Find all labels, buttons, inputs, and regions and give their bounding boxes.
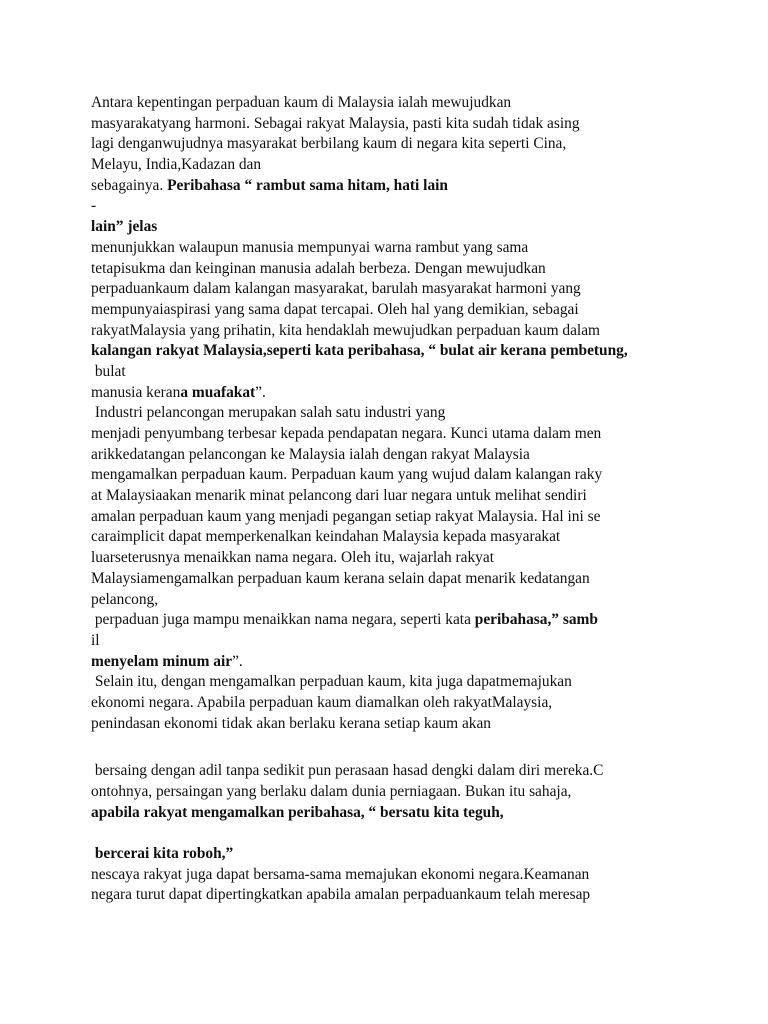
text-segment: tetapisukma dan keinginan manusia adalah berbeza. Dengan mewujudkan [91,259,546,277]
text-line [91,782,691,803]
text-segment: ontohnya, persaingan yang berlaku dalam dunia perniagaan. Bukan itu sahaja, [91,783,572,800]
text-line [91,321,691,342]
text-segment: Melayu, India,Kadazan dan [91,156,262,174]
text-line [91,403,691,424]
text-line [91,465,691,486]
paragraph-gap [91,734,691,761]
text-line [91,114,691,135]
text-line [91,672,691,693]
bold-text-segment: apabila rakyat mengamalkan peribahasa, “ bersatu kita teguh, [91,803,504,821]
bold-text-segment: bercerai kita roboh,” [91,845,234,863]
text-line [91,383,691,404]
text-line [91,362,691,383]
text-segment: manusia keran [91,383,181,401]
bold-text-segment: a muafakat [180,383,256,401]
text-line [91,279,691,300]
text-segment: pelancong, [91,590,159,608]
text-segment: bulat [91,362,126,380]
text-segment: mengamalkan perpaduan kaum. Perpaduan kaum yang wujud dalam kalangan raky [91,466,603,484]
text-line [91,486,691,507]
text-segment: arikkedatangan pelancongan ke Malaysia ialah dengan rakyat Malaysia [91,445,530,463]
text-line [91,176,691,197]
text-segment: Antara kepentingan perpaduan kaum di Malaysia ialah mewujudkan [91,94,512,111]
text-segment: menunjukkan walaupun manusia mempunyai warna rambut yang sama [91,238,529,256]
text-segment: perpaduan juga mampu menaikkan nama negara, seperti kata [91,611,475,629]
text-line [91,134,691,155]
text-line [91,445,691,466]
bold-text-segment: lain” jelas [91,218,158,236]
text-segment: il [91,631,100,649]
text-segment: sebagainya. [91,176,168,194]
text-segment: bersaing dengan adil tanpa sedikit pun perasaan hasad dengki dalam diri mereka.C [91,762,604,780]
text-line [91,300,691,321]
text-segment: Selain itu, dengan mengamalkan perpaduan kaum, kita juga dapatmemajukan [91,673,572,691]
text-line [91,238,691,259]
text-line [91,631,691,652]
text-segment: Industri pelancongan merupakan salah satu industri yang [91,404,446,422]
text-segment: Malaysiamengamalkan perpaduan kaum kerana selain dapat menarik kedatangan [91,569,590,587]
text-segment: - [91,197,97,215]
text-line [91,610,691,631]
text-line [91,507,691,528]
text-segment: ekonomi negara. Apabila perpaduan kaum diamalkan oleh rakyatMalaysia, [91,693,553,711]
text-segment: perpaduankaum dalam kalangan masyarakat, barulah masyarakat harmoni yang [91,280,581,298]
text-section-1 [91,93,691,734]
text-segment: at Malaysiaakan menarik minat pelancong dari luar negara untuk melihat sendiri [91,487,587,505]
text-line [91,844,691,865]
text-line [91,569,691,590]
text-line [91,196,691,217]
text-line [91,803,691,824]
text-line [91,217,691,238]
paragraph-gap [91,823,691,844]
text-segment: nescaya rakyat juga dapat bersama-sama memajukan ekonomi negara.Keamanan [91,865,590,883]
text-line [91,259,691,280]
text-line [91,548,691,569]
text-segment: caraimplicit dapat memperkenalkan keindahan Malaysia kepada masyarakat [91,528,561,546]
text-segment: penindasan ekonomi tidak akan berlaku kerana setiap kaum akan [91,714,492,732]
text-segment: ”. [255,383,266,401]
text-segment: mempunyaiaspirasi yang sama dapat tercapai. Oleh hal yang demikian, sebagai [91,300,579,318]
text-section-3 [91,844,691,906]
text-line [91,714,691,735]
text-line [91,93,691,114]
text-line [91,424,691,445]
bold-text-segment: Peribahasa “ rambut sama hitam, hati lain [167,176,448,194]
text-section-2 [91,761,691,823]
text-segment: menjadi penyumbang terbesar kepada pendapatan negara. Kunci utama dalam men [91,425,602,442]
text-line [91,652,691,673]
text-line [91,865,691,886]
text-line [91,341,691,362]
text-line [91,693,691,714]
text-segment: lagi denganwujudnya masyarakat berbilang kaum di negara kita seperti Cina, [91,135,567,153]
document-body [91,93,691,906]
text-line [91,590,691,611]
bold-text-segment: peribahasa,” samb [474,611,598,629]
bold-text-segment: kalangan rakyat Malaysia,seperti kata peribahasa, “ bulat air kerana pembetung, [91,342,628,360]
text-segment: ”. [232,652,243,670]
text-line [91,155,691,176]
text-segment: luarseterusnya menaikkan nama negara. Oleh itu, wajarlah rakyat [91,549,494,567]
text-segment: negara turut dapat dipertingkatkan apabila amalan perpaduankaum telah meresap [91,886,591,904]
text-line [91,885,691,906]
bold-text-segment: menyelam minum air [91,652,233,670]
text-line [91,761,691,782]
text-segment: rakyatMalaysia yang prihatin, kita hendaklah mewujudkan perpaduan kaum dalam [91,321,601,339]
text-segment: masyarakatyang harmoni. Sebagai rakyat Malaysia, pasti kita sudah tidak asing [91,114,580,132]
text-line [91,527,691,548]
text-segment: amalan perpaduan kaum yang menjadi pegangan setiap rakyat Malaysia. Hal ini se [91,507,601,525]
